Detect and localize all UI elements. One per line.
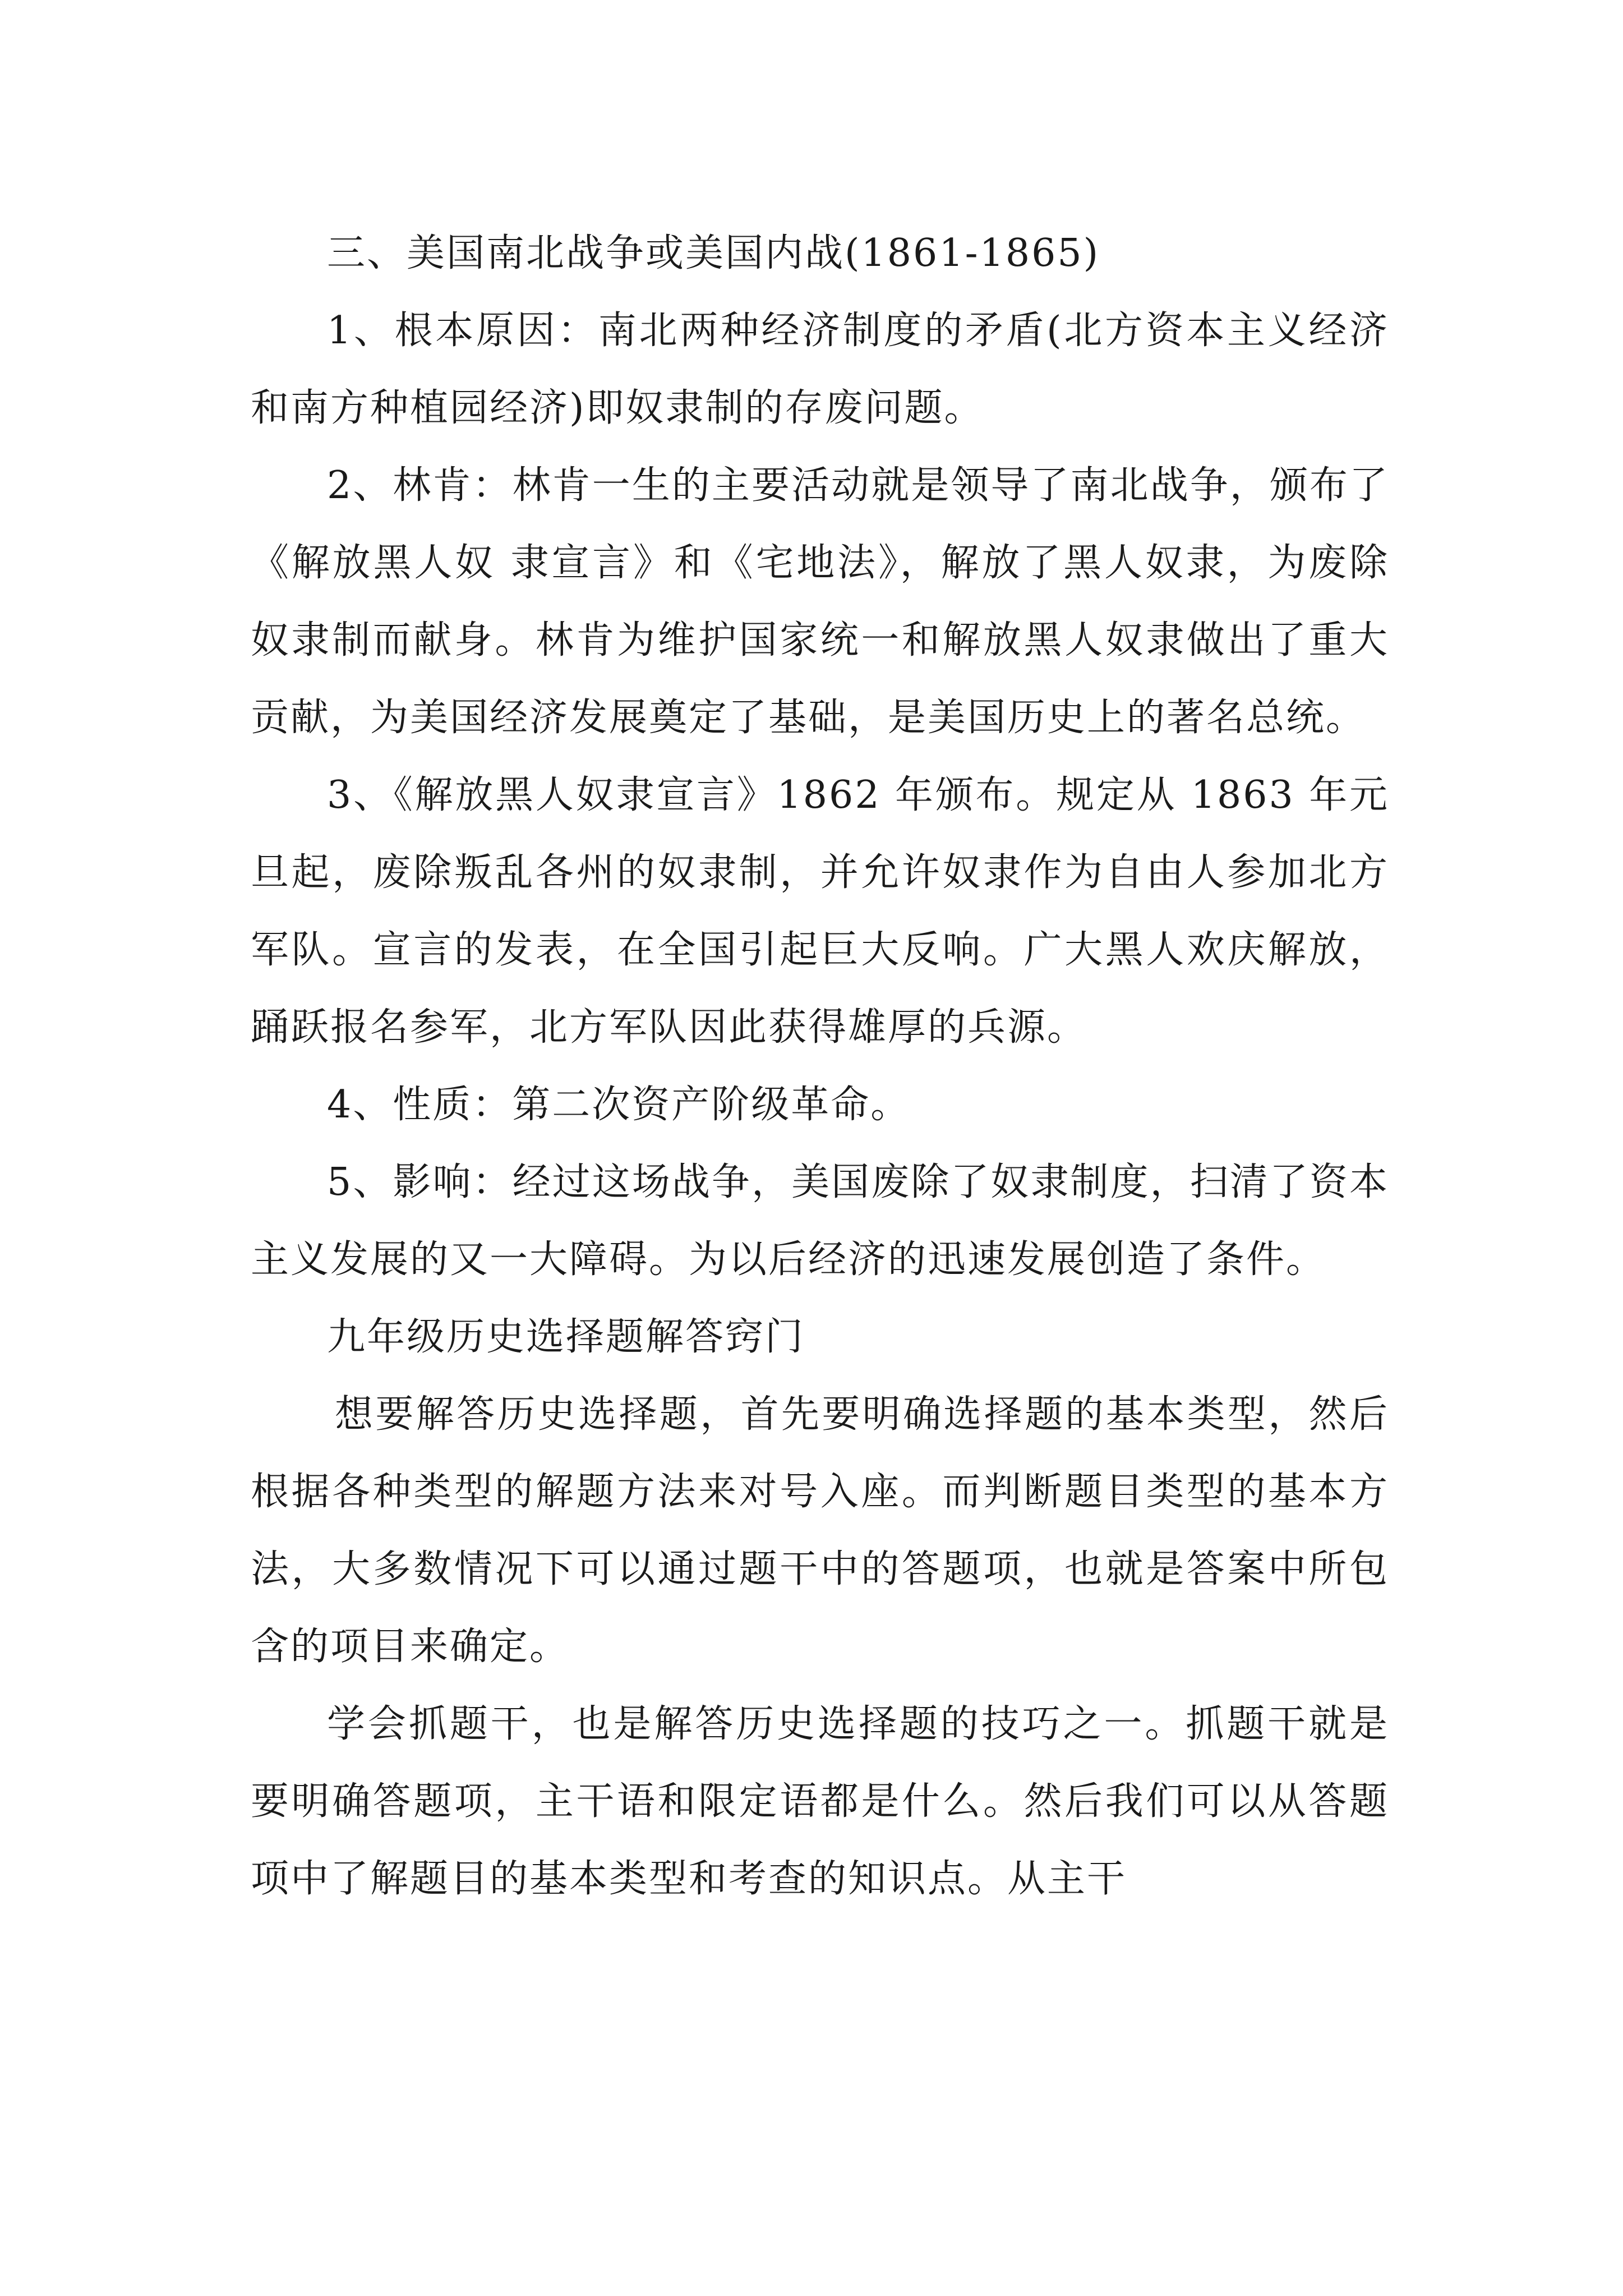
section-heading-civil-war: 三、美国南北战争或美国内战(1861-1865) bbox=[327, 231, 1100, 275]
paragraph-lincoln: 2、林肯：林肯一生的主要活动就是领导了南北战争，颁布了《解放黑人奴 隶宣言》和《宅地法》，解放了黑人奴隶，为废除奴隶制而献身。林肯为维护国家统一和解放黑人奴隶做出了重大贡献，为美国经济发展奠定了基础，是美国历史上的著名总统。 bbox=[251, 463, 1389, 740]
paragraph-nature: 4、性质：第二次资产阶级革命。 bbox=[327, 1083, 911, 1127]
paragraph-emancipation-proclamation: 3、《解放黑人奴隶宣言》1862 年颁布。规定从 1863 年元旦起，废除叛乱各州的奴隶制，并允许奴隶作为自由人参加北方军队。宣言的发表，在全国引起巨大反响。广大黑人欢庆解放，踊跃报名参军，北方军队因此获得雄厚的兵源。 bbox=[251, 773, 1389, 1050]
document-body bbox=[251, 215, 1389, 1918]
paragraph-question-types: 想要解答历史选择题，首先要明确选择题的基本类型，然后根据各种类型的解题方法来对号入座。而判断题目类型的基本方法，大多数情况下可以通过题干中的答题项，也就是答案中所包含的项目来确定。 bbox=[251, 1392, 1389, 1669]
paragraph-impact: 5、影响：经过这场战争，美国废除了奴隶制度，扫清了资本主义发展的又一大障碍。为以后经济的迅速发展创造了条件。 bbox=[251, 1160, 1389, 1282]
paragraph-question-stem: 学会抓题干，也是解答历史选择题的技巧之一。抓题干就是要明确答题项，主干语和限定语都是什么。然后我们可以从答题项中了解题目的基本类型和考查的知识点。从主干 bbox=[251, 1702, 1389, 1901]
section-heading-tips: 九年级历史选择题解答窍门 bbox=[327, 1315, 805, 1359]
paragraph-root-cause: 1、根本原因：南北两种经济制度的矛盾(北方资本主义经济和南方种植园经济)即奴隶制的存废问题。 bbox=[251, 309, 1389, 430]
